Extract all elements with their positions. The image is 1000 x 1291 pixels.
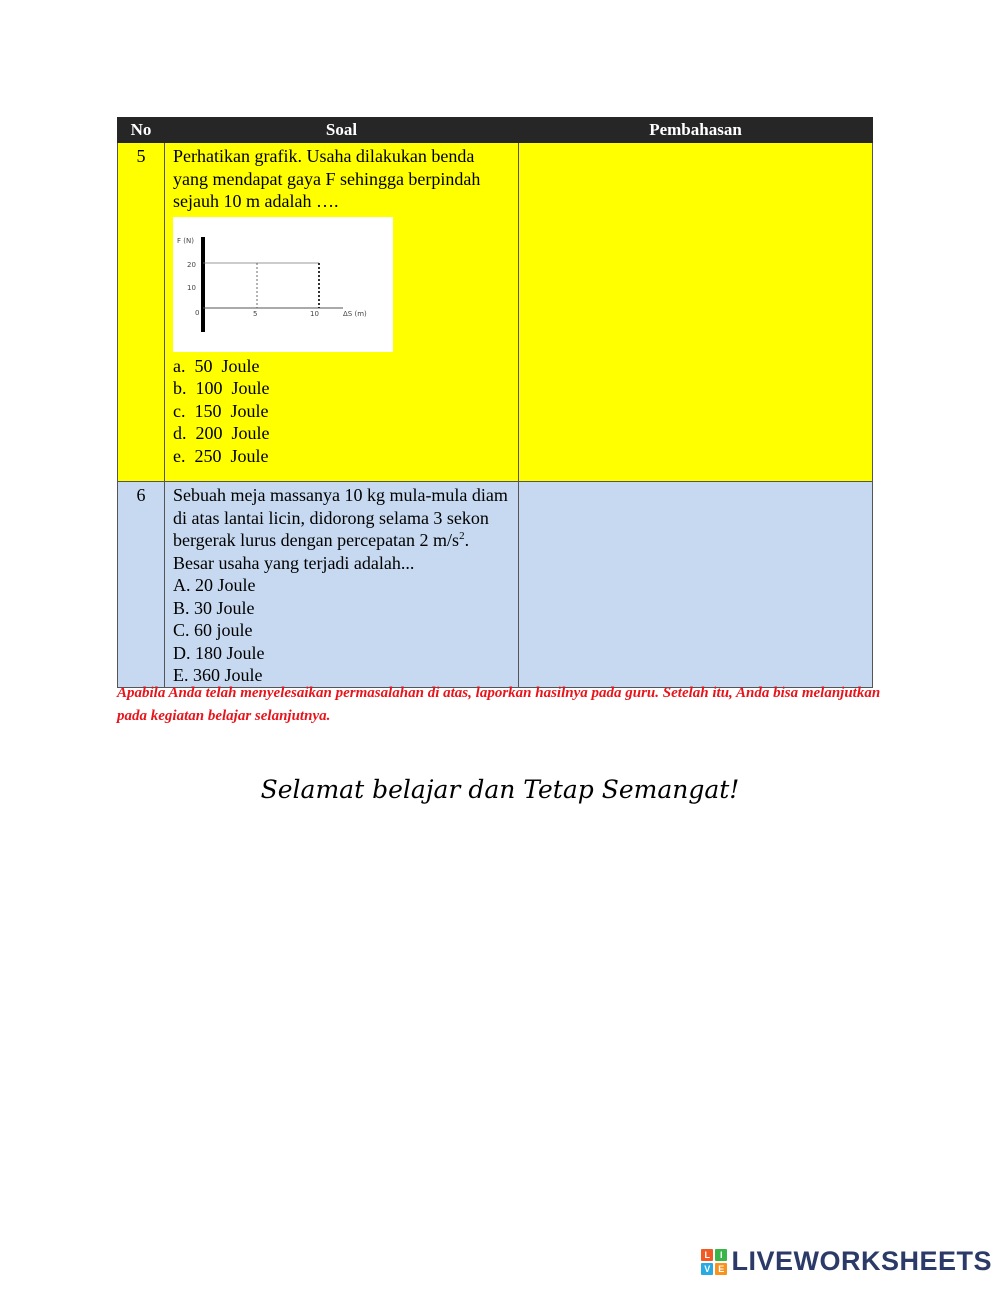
question-main: Sebuah meja massanya 10 kg mula-mula diam di atas lantai licin, didorong selama 3 sekon bergerak lurus dengan percepatan 2 m/s [173,485,508,550]
option-d: d. 200 Joule [173,423,270,443]
logo-letter-e: E [715,1263,727,1275]
question-tail: . Besar usaha yang terjadi adalah... [173,530,470,573]
logo-letter-i: I [715,1249,727,1261]
option-b: B. 30 Joule [173,597,255,618]
option-c: C. 60 joule [173,620,253,640]
logo-text: LIVEWORKSHEETS [731,1246,992,1276]
answer-options [173,355,512,468]
question-text [173,484,512,574]
logo-letter-l: L [701,1249,713,1261]
liveworksheets-logo [701,1246,992,1277]
question-text: Perhatikan grafik. Usaha dilakukan benda yang mendapat gaya F sehingga berpindah sejauh 10 m adalah …. [173,146,481,211]
y-axis-label: F (N) [177,236,194,245]
option-a: a. 50 Joule [173,355,260,376]
logo-letter-v: V [701,1263,713,1275]
answer-cell[interactable] [519,482,873,688]
logo-mark-icon [701,1249,727,1275]
question-number: 6 [118,482,165,688]
question-superscript: 2 [459,530,465,542]
table-row [118,482,873,688]
table-row [118,143,873,482]
option-d: D. 180 Joule [173,642,265,663]
answer-cell[interactable] [519,143,873,482]
option-e: e. 250 Joule [173,445,269,466]
y-tick-20: 20 [187,260,196,269]
table-header-row [118,118,873,143]
header-no: No [118,118,165,143]
option-e: E. 360 Joule [173,665,263,685]
option-b: b. 100 Joule [173,378,270,398]
y-tick-0: 0 [195,308,200,317]
force-displacement-graph [173,217,393,352]
y-tick-10: 10 [187,283,196,292]
header-soal: Soal [165,118,519,143]
option-c: c. 150 Joule [173,400,269,421]
closing-message: Selamat belajar dan Tetap Semangat! [260,775,740,804]
question-cell [165,482,519,688]
x-tick-5: 5 [253,309,258,318]
answer-options [173,574,512,687]
instruction-note: Apabila Anda telah menyelesaikan permasalahan di atas, laporkan hasilnya pada guru. Setelah itu, Anda bisa melanjutkan pada kegiatan belajar selanjutnya. [117,685,881,724]
x-axis-label: ΔS (m) [343,309,367,318]
option-a: A. 20 Joule [173,575,256,595]
question-number: 5 [118,143,165,482]
worksheet-table [117,117,873,688]
header-pembahasan: Pembahasan [519,118,873,143]
x-tick-10: 10 [310,309,319,318]
question-cell [165,143,519,482]
